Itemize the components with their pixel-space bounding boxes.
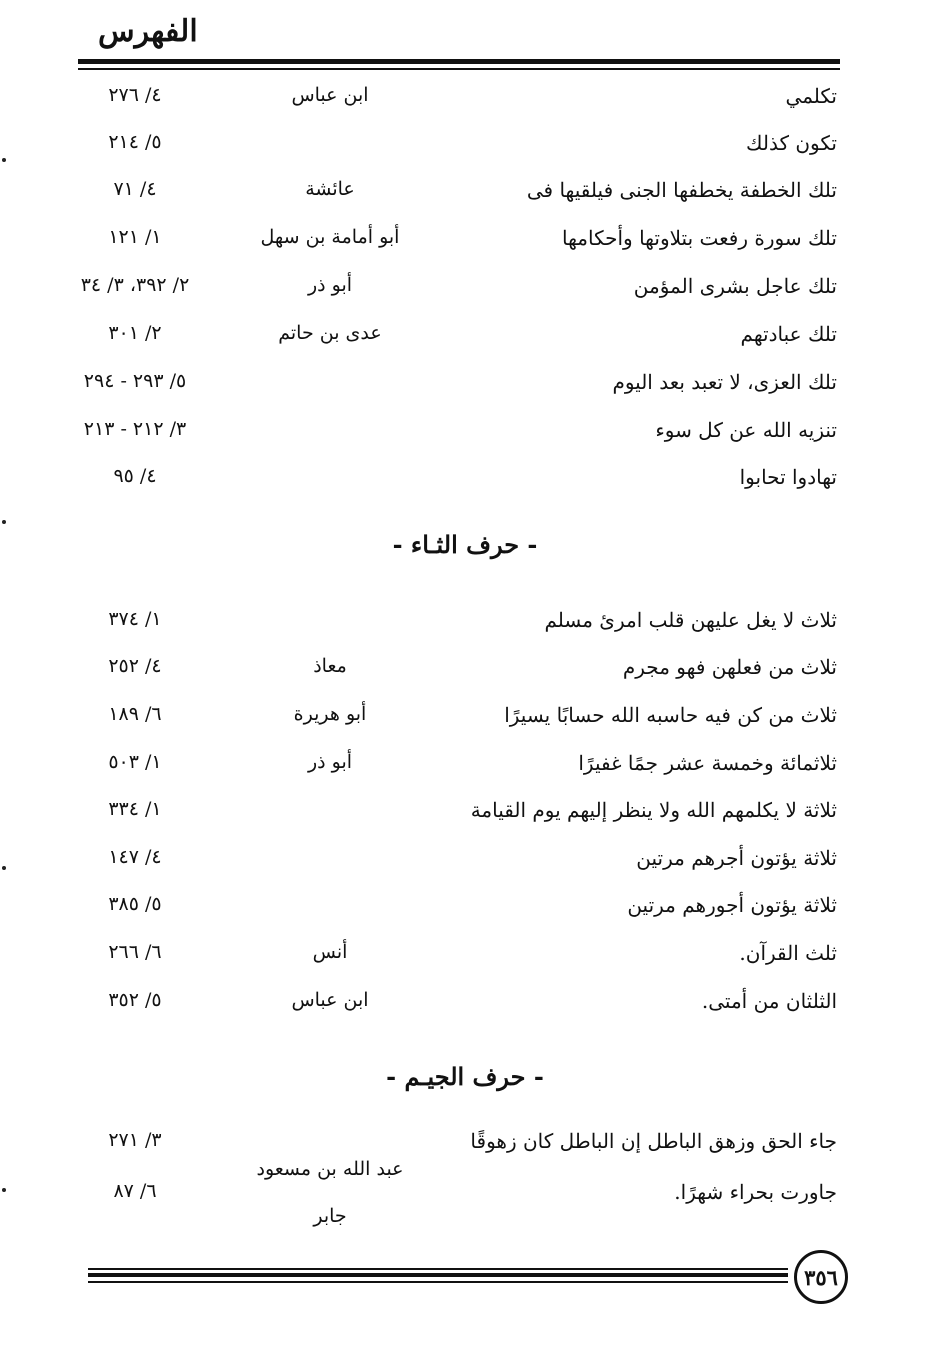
footer-rule-thin [88,1281,788,1283]
index-entry [0,84,930,124]
hadith-text: تكون كذلك [746,131,837,155]
page-header-title: الفهرس [98,14,198,49]
page-number-badge [794,1250,848,1304]
volume-page-ref: ٦/ ٨٧ [113,1180,157,1202]
hadith-text: تنزيه الله عن كل سوء [655,418,837,442]
narrator: أبو ذر [307,751,353,773]
index-entry [0,798,930,838]
index-entry [0,465,930,505]
volume-page-ref: ٣/ ٢٧١ [108,1129,162,1151]
hadith-text: ثلث القرآن. [739,941,837,965]
index-entry [0,131,930,171]
hadith-text: ثلاث من فعلهن فهو مجرم [622,655,837,679]
hadith-text: تلك العزى، لا تعبد بعد اليوم [612,370,837,394]
footer-rule-thick [88,1273,788,1277]
volume-page-ref: ١/ ١٢١ [108,226,162,248]
index-entry [0,274,930,314]
volume-page-ref: ١/ ٣٧٤ [108,608,162,630]
hadith-text: ثلاثة يؤتون أجورهم مرتين [627,893,837,917]
hadith-text: ثلاثة يؤتون أجرهم مرتين [636,846,837,870]
narrator: أبو ذر [307,274,353,296]
hadith-text: ثلاث من كن فيه حاسبه الله حسابًا يسيرًا [504,703,837,727]
index-entry [0,751,930,791]
index-entry [0,703,930,743]
index-entry [0,941,930,981]
index-entry [0,989,930,1029]
index-entry [0,1129,930,1169]
page-number: ٣٥٦ [804,1264,838,1290]
volume-page-ref: ٣/ ٢١٢ - ٢١٣ [83,418,187,440]
volume-page-ref: ٥/ ٢١٤ [108,131,162,153]
hadith-text: جاء الحق وزهق الباطل إن الباطل كان زهوقًا [470,1129,837,1153]
volume-page-ref: ١/ ٣٣٤ [108,798,162,820]
volume-page-ref: ٤/ ٧١ [113,178,157,200]
hadith-text: تهادوا تحابوا [739,465,837,489]
volume-page-ref: ٦/ ٢٦٦ [108,941,162,963]
index-entry [0,418,930,458]
hadith-text: تكلمي [785,84,837,108]
section-heading-jim: - حرف الجيـم - [386,1062,544,1091]
index-entry [0,178,930,218]
volume-page-ref: ١/ ٥٠٣ [108,751,162,773]
narrator: معاذ [313,655,347,677]
hadith-text: تلك عاجل بشرى المؤمن [633,274,837,298]
index-entry [0,226,930,266]
volume-page-ref: ٢/ ٣٠١ [108,322,162,344]
narrator: جابر [313,1205,347,1227]
volume-page-ref: ٥/ ٢٩٣ - ٢٩٤ [83,370,187,392]
hadith-text: تلك سورة رفعت بتلاوتها وأحكامها [561,226,837,250]
scan-speck [2,520,6,524]
index-entry [0,846,930,886]
narrator: ابن عباس [291,989,369,1011]
volume-page-ref: ٥/ ٣٨٥ [108,893,162,915]
header-rule-thick [78,59,840,64]
volume-page-ref: ٥/ ٣٥٢ [108,989,162,1011]
section-heading-tha: - حرف الثـاء - [392,530,538,559]
narrator: أنس [312,941,348,963]
scan-speck [2,158,6,162]
hadith-text: الثلثان من أمتى. [701,989,837,1013]
footer-rule-thin [88,1268,788,1270]
hadith-text: ثلاثمائة وخمسة عشر جمًا غفيرًا [578,751,837,775]
header-rule-thin [78,68,840,70]
hadith-text: تلك الخطفة يخطفها الجنى فيلقيها فى [526,178,837,202]
scan-speck [2,1188,6,1192]
volume-page-ref: ٦/ ١٨٩ [108,703,162,725]
volume-page-ref: ٤/ ٢٧٦ [108,84,162,106]
narrator: ابن عباس [291,84,369,106]
hadith-text: ثلاثة لا يكلمهم الله ولا ينظر إليهم يوم القيامة [470,798,837,822]
volume-page-ref: ٢/ ٣٩٢، ٣/ ٣٤ [80,274,190,296]
narrator: عائشة [305,178,355,200]
hadith-text: ثلاث لا يغل عليهن قلب امرئ مسلم [544,608,837,632]
index-entry [0,608,930,648]
volume-page-ref: ٤/ ٢٥٢ [108,655,162,677]
volume-page-ref: ٤/ ٩٥ [113,465,157,487]
hadith-text: جاورت بحراء شهرًا. [674,1180,837,1204]
hadith-text: تلك عبادتهم [740,322,837,346]
narrator: أبو هريرة [293,703,367,725]
narrator: أبو أمامة بن سهل [260,226,400,248]
narrator: عدى بن حاتم [278,322,382,344]
narrator: عبد الله بن مسعود [256,1158,404,1180]
index-entry [0,370,930,410]
volume-page-ref: ٤/ ١٤٧ [108,846,162,868]
index-entry [0,893,930,933]
index-entry [0,655,930,695]
index-entry [0,322,930,362]
index-entry [0,1180,930,1220]
scan-speck [2,866,6,870]
